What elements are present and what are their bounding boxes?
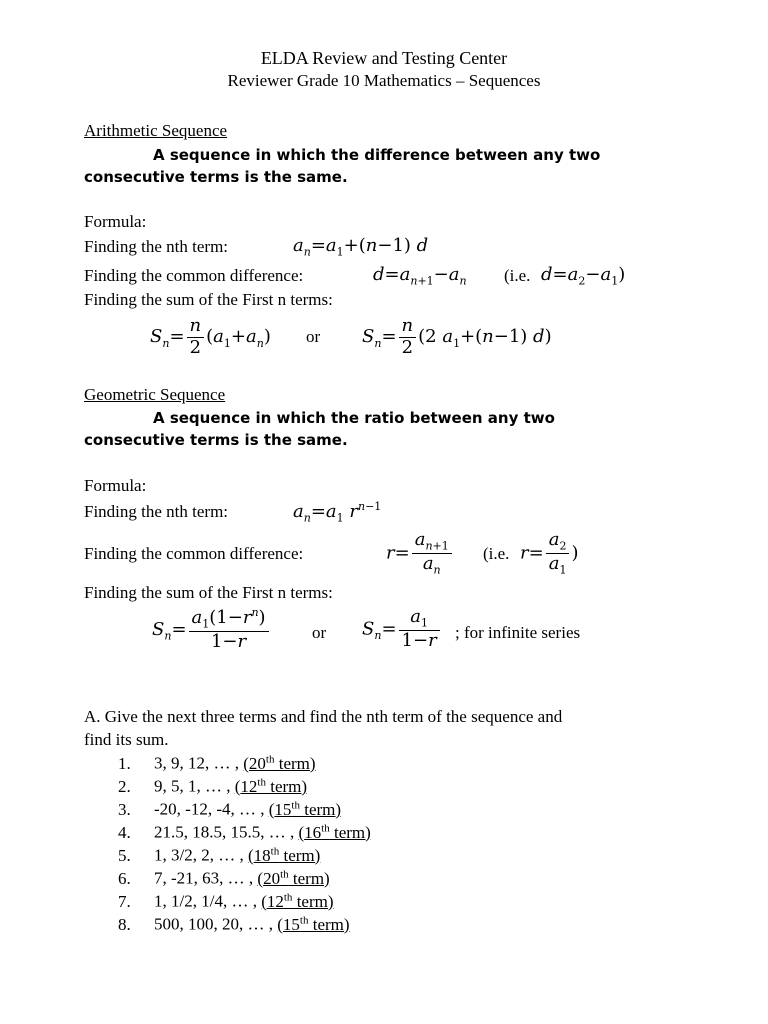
arithmetic-nth-formula: $a_n=a_1+(n-1)$ d bbox=[293, 235, 429, 259]
item-number: 6. bbox=[118, 868, 131, 888]
item-term: (20th term) bbox=[243, 753, 316, 773]
item-term: (16th term) bbox=[298, 822, 371, 842]
exercise-instruction-line1: A. Give the next three terms and find the nth term of the sequence and bbox=[84, 707, 563, 726]
item-term: (12th term) bbox=[234, 776, 308, 796]
item-sequence: 9, 5, 1, … , bbox=[154, 776, 235, 796]
arithmetic-heading: Arithmetic Sequence bbox=[84, 121, 228, 140]
arithmetic-diff-label: Finding the common difference: bbox=[84, 266, 304, 285]
arithmetic-definition-line1: A sequence in which the difference between any two bbox=[153, 146, 601, 164]
list-item bbox=[118, 914, 350, 935]
item-number: 7. bbox=[118, 891, 131, 911]
exercise-instruction-line2: find its sum. bbox=[84, 730, 169, 749]
arithmetic-sum-formula-2: $S_n=$ $\frac{n}{2}$ (2 $a_1+(n-1)$ d) bbox=[362, 315, 552, 358]
item-sequence: 1, 3/2, 2, … , bbox=[154, 845, 248, 865]
page-subtitle: Reviewer Grade 10 Mathematics – Sequences bbox=[227, 71, 541, 90]
arithmetic-formula-label: Formula: bbox=[84, 212, 147, 231]
item-term: (18th term) bbox=[247, 845, 321, 865]
item-number: 4. bbox=[118, 822, 131, 842]
list-item bbox=[118, 891, 334, 912]
geometric-diff-label: Finding the common difference: bbox=[84, 544, 304, 563]
item-sequence: 1, 1/2, 1/4, … , bbox=[154, 891, 262, 911]
geometric-definition-line1: A sequence in which the ratio between any two bbox=[153, 409, 555, 427]
item-term: (12th term) bbox=[261, 891, 334, 911]
item-sequence: -20, -12, -4, … , bbox=[154, 799, 269, 819]
list-item bbox=[118, 822, 371, 843]
geometric-ie-label: (i.e. bbox=[483, 544, 510, 563]
item-term: (15th term) bbox=[268, 799, 342, 819]
geometric-definition-line2: consecutive terms is the same. bbox=[84, 431, 348, 449]
arithmetic-definition-line2: consecutive terms is the same. bbox=[84, 168, 348, 186]
arithmetic-ie-formula: $d=a_2-a_1$) bbox=[541, 264, 626, 288]
item-term: (15th term) bbox=[277, 914, 350, 934]
item-number: 8. bbox=[118, 914, 131, 934]
item-sequence: 7, -21, 63, … , bbox=[154, 868, 258, 888]
geometric-or-label: or bbox=[312, 623, 327, 642]
item-number: 3. bbox=[118, 799, 131, 819]
geometric-sum-label: Finding the sum of the First n terms: bbox=[84, 583, 333, 602]
page-title: ELDA Review and Testing Center bbox=[260, 48, 508, 68]
item-number: 2. bbox=[118, 776, 131, 796]
item-sequence: 3, 9, 12, … , bbox=[154, 753, 244, 773]
list-item bbox=[118, 868, 330, 889]
geometric-sum-formula-1: $S_n=$ $\frac{a_1(1-r^n)}{1-r}$ bbox=[152, 607, 271, 653]
geometric-infinite-label: ; for infinite series bbox=[455, 623, 581, 642]
arithmetic-diff-formula: $d=a_{n+1}-a_n$ bbox=[373, 264, 467, 288]
item-sequence: 21.5, 18.5, 15.5, … , bbox=[154, 822, 299, 842]
list-item bbox=[118, 845, 320, 866]
item-sequence: 500, 100, 20, … , bbox=[154, 914, 278, 934]
arithmetic-sum-label: Finding the sum of the First n terms: bbox=[84, 290, 333, 309]
arithmetic-nth-label: Finding the nth term: bbox=[84, 237, 229, 256]
item-term: (20th term) bbox=[257, 868, 330, 888]
list-item bbox=[118, 753, 316, 774]
list-item bbox=[118, 776, 307, 797]
list-item bbox=[118, 799, 341, 820]
arithmetic-or-label: or bbox=[306, 327, 321, 346]
geometric-heading: Geometric Sequence bbox=[84, 385, 226, 404]
arithmetic-ie-label: (i.e. bbox=[504, 266, 531, 285]
geometric-diff-formula: r= $\frac{a_{n+1}}{a_n}$ bbox=[386, 530, 454, 577]
item-number: 1. bbox=[118, 753, 131, 773]
geometric-ie-formula: r= $\frac{a_2}{a_1}$ ) bbox=[520, 529, 579, 577]
geometric-sum-formula-2: $S_n=$ $\frac{a_1}{1-r}$ bbox=[362, 607, 442, 652]
arithmetic-sum-formula-1: $S_n=$ $\frac{n}{2}$ $(a_1+a_n)$ bbox=[150, 315, 271, 358]
geometric-nth-formula: $a_n=a_1$ $r^{n-1}$ bbox=[293, 500, 382, 525]
item-number: 5. bbox=[118, 845, 131, 865]
geometric-formula-label: Formula: bbox=[84, 476, 147, 495]
geometric-nth-label: Finding the nth term: bbox=[84, 502, 229, 521]
